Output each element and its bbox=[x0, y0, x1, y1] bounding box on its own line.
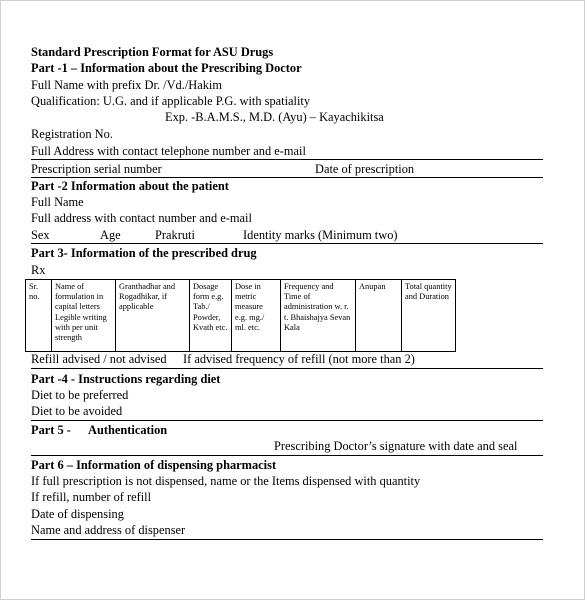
prescription-date-field: Date of prescription bbox=[315, 162, 415, 176]
doctor-signature-field: Prescribing Doctor’s signature with date and seal bbox=[274, 439, 518, 453]
part1-heading: Part -1 – Information about the Prescribing Doctor bbox=[31, 61, 302, 75]
column-header-dosage-form: Dosage form e.g. Tab./ Powder, Kvath etc. bbox=[190, 280, 232, 352]
prescription-serial-field: Prescription serial number bbox=[31, 162, 162, 176]
diet-preferred-field: Diet to be preferred bbox=[31, 388, 129, 402]
dispensing-date-field: Date of dispensing bbox=[31, 507, 124, 521]
refill-frequency-field: If advised frequency of refill (not more than 2) bbox=[183, 352, 415, 366]
divider bbox=[31, 539, 543, 540]
doctor-full-name-field: Full Name with prefix Dr. /Vd./Hakim bbox=[31, 78, 222, 92]
patient-full-name-field: Full Name bbox=[31, 195, 84, 209]
patient-address-field: Full address with contact number and e-mail bbox=[31, 211, 252, 225]
divider bbox=[31, 243, 543, 244]
part4-heading: Part -4 - Instructions regarding diet bbox=[31, 372, 221, 386]
column-header-frequency: Frequency and Time of administration w. r. t. Bhaishajya Sevan Kala bbox=[281, 280, 356, 352]
part2-heading: Part -2 Information about the patient bbox=[31, 179, 229, 193]
part6-heading: Part 6 – Information of dispensing pharmacist bbox=[31, 458, 277, 472]
divider bbox=[31, 159, 543, 160]
part5-title: Authentication bbox=[88, 423, 168, 437]
document-title: Standard Prescription Format for ASU Drugs bbox=[31, 45, 274, 59]
dispenser-name-address-field: Name and address of dispenser bbox=[31, 523, 186, 537]
divider bbox=[31, 455, 543, 456]
patient-sex-field: Sex bbox=[31, 228, 50, 242]
column-header-sr-no: Sr. no. bbox=[26, 280, 52, 352]
patient-prakruti-field: Prakruti bbox=[155, 228, 195, 242]
rx-symbol: Rx bbox=[31, 263, 46, 277]
column-header-anupan: Anupan bbox=[356, 280, 402, 352]
registration-number-field: Registration No. bbox=[31, 127, 113, 141]
table-header-row bbox=[26, 280, 456, 352]
refill-advised-field: Refill advised / not advised bbox=[31, 352, 167, 366]
divider bbox=[31, 368, 543, 369]
doctor-address-field: Full Address with contact telephone number and e-mail bbox=[31, 144, 306, 158]
divider bbox=[31, 420, 543, 421]
qualification-example: Exp. -B.A.M.S., M.D. (Ayu) – Kayachikitsa bbox=[165, 110, 384, 124]
part3-heading: Part 3- Information of the prescribed drug bbox=[31, 246, 257, 260]
divider bbox=[31, 177, 543, 178]
diet-avoided-field: Diet to be avoided bbox=[31, 404, 123, 418]
column-header-total-quantity: Total quantity and Duration bbox=[402, 280, 456, 352]
doctor-qualification-field: Qualification: U.G. and if applicable P.G. with spatiality bbox=[31, 94, 311, 108]
prescribed-drug-table bbox=[25, 279, 456, 352]
column-header-formulation: Name of formulation in capital letters Legible writing with per unit strength bbox=[52, 280, 116, 352]
column-header-granthadhar: Granthadhar and Rogadhikar, if applicable bbox=[116, 280, 190, 352]
column-header-dose: Dose in metric measure e.g. mg./ ml. etc. bbox=[232, 280, 281, 352]
refill-number-field: If refill, number of refill bbox=[31, 490, 152, 504]
part5-heading: Part 5 - bbox=[31, 423, 71, 437]
items-dispensed-field: If full prescription is not dispensed, name or the Items dispensed with quantity bbox=[31, 474, 421, 488]
patient-identity-marks-field: Identity marks (Minimum two) bbox=[243, 228, 398, 242]
patient-age-field: Age bbox=[100, 228, 121, 242]
